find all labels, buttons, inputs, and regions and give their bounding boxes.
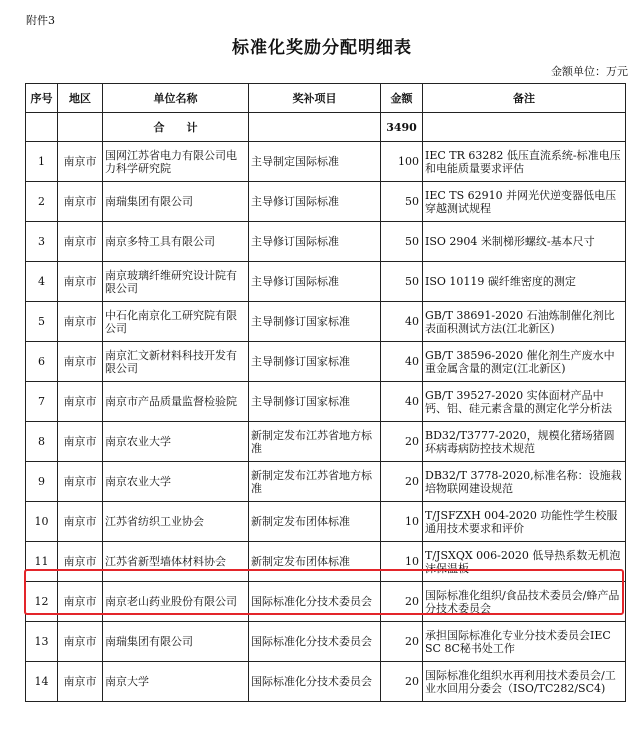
- total-label: 合 计: [103, 113, 249, 142]
- row-no: 7: [26, 382, 58, 422]
- row-region: 南京市: [58, 302, 103, 342]
- total-row: [26, 113, 626, 142]
- row-region: 南京市: [58, 182, 103, 222]
- row-region: 南京市: [58, 502, 103, 542]
- row-unit-name: 中石化南京化工研究院有限公司: [103, 302, 249, 342]
- row-amount: 40: [381, 382, 423, 422]
- header-unit: 单位名称: [103, 84, 249, 113]
- row-remark: 国际标准化组织/食品技术委员会/蜂产品分技术委员会: [423, 582, 626, 622]
- reward-table: [25, 83, 626, 702]
- row-remark: BD32/T3777-2020，规模化猪场猪圆环病毒病防控技术规范: [423, 422, 626, 462]
- table-row: [26, 222, 626, 262]
- total-remark-cell: [423, 113, 626, 142]
- row-no: 6: [26, 342, 58, 382]
- row-amount: 50: [381, 182, 423, 222]
- row-project: 主导制定国际标准: [249, 142, 381, 182]
- row-amount: 10: [381, 502, 423, 542]
- table-row: [26, 662, 626, 702]
- row-unit-name: 南京农业大学: [103, 462, 249, 502]
- row-project: 主导制修订国家标准: [249, 342, 381, 382]
- row-region: 南京市: [58, 222, 103, 262]
- row-project: 新制定发布江苏省地方标准: [249, 422, 381, 462]
- row-project: 国际标准化分技术委员会: [249, 582, 381, 622]
- header-amount: 金额: [381, 84, 423, 113]
- row-remark: 承担国际标准化专业分技术委员会IEC SC 8C秘书处工作: [423, 622, 626, 662]
- row-region: 南京市: [58, 142, 103, 182]
- row-project: 主导制修订国家标准: [249, 382, 381, 422]
- row-region: 南京市: [58, 462, 103, 502]
- header-remark: 备注: [423, 84, 626, 113]
- row-no: 2: [26, 182, 58, 222]
- row-unit-name: 南京大学: [103, 662, 249, 702]
- row-project: 主导修订国际标准: [249, 262, 381, 302]
- row-unit-name: 南京玻璃纤维研究设计院有限公司: [103, 262, 249, 302]
- row-project: 主导修订国际标准: [249, 182, 381, 222]
- row-no: 5: [26, 302, 58, 342]
- row-no: 14: [26, 662, 58, 702]
- row-region: 南京市: [58, 382, 103, 422]
- row-unit-name: 南京多特工具有限公司: [103, 222, 249, 262]
- row-project: 国际标准化分技术委员会: [249, 622, 381, 662]
- table-row: [26, 462, 626, 502]
- row-region: 南京市: [58, 542, 103, 582]
- row-remark: T/JSFZXH 004-2020 功能性学生校服通用技术要求和评价: [423, 502, 626, 542]
- row-region: 南京市: [58, 262, 103, 302]
- row-amount: 20: [381, 622, 423, 662]
- row-remark: IEC TR 63282 低压直流系统-标准电压和电能质量要求评估: [423, 142, 626, 182]
- header-region: 地区: [58, 84, 103, 113]
- table-row: [26, 142, 626, 182]
- row-amount: 100: [381, 142, 423, 182]
- row-no: 4: [26, 262, 58, 302]
- row-unit-name: 南京农业大学: [103, 422, 249, 462]
- total-amount: 3490: [381, 113, 423, 142]
- row-amount: 40: [381, 302, 423, 342]
- row-region: 南京市: [58, 662, 103, 702]
- row-remark: T/JSXQX 006-2020 低导热系数无机泡沫保温板: [423, 542, 626, 582]
- row-no: 3: [26, 222, 58, 262]
- row-unit-name: 南瑞集团有限公司: [103, 182, 249, 222]
- row-unit-name: 江苏省新型墙体材料协会: [103, 542, 249, 582]
- header-project: 奖补项目: [249, 84, 381, 113]
- row-remark: ISO 10119 碳纤维密度的测定: [423, 262, 626, 302]
- row-unit-name: 江苏省纺织工业协会: [103, 502, 249, 542]
- table-row: [26, 542, 626, 582]
- total-project-cell: [249, 113, 381, 142]
- row-region: 南京市: [58, 622, 103, 662]
- table-row: [26, 622, 626, 662]
- table-row: [26, 422, 626, 462]
- attachment-label: 附件3: [26, 14, 55, 27]
- row-no: 8: [26, 422, 58, 462]
- table-row: [26, 502, 626, 542]
- amount-unit-label: 金额单位：万元: [551, 65, 628, 78]
- table-row: [26, 582, 626, 622]
- row-remark: IEC TS 62910 并网光伏逆变器低电压穿越测试规程: [423, 182, 626, 222]
- total-no-cell: [26, 113, 58, 142]
- row-no: 11: [26, 542, 58, 582]
- row-project: 新制定发布江苏省地方标准: [249, 462, 381, 502]
- row-region: 南京市: [58, 582, 103, 622]
- total-region-cell: [58, 113, 103, 142]
- row-amount: 50: [381, 262, 423, 302]
- table-row: [26, 262, 626, 302]
- row-region: 南京市: [58, 422, 103, 462]
- row-no: 9: [26, 462, 58, 502]
- row-amount: 20: [381, 462, 423, 502]
- row-amount: 50: [381, 222, 423, 262]
- row-project: 新制定发布团体标准: [249, 542, 381, 582]
- row-amount: 20: [381, 582, 423, 622]
- row-no: 1: [26, 142, 58, 182]
- row-amount: 40: [381, 342, 423, 382]
- row-unit-name: 南京汇文新材料科技开发有限公司: [103, 342, 249, 382]
- row-project: 国际标准化分技术委员会: [249, 662, 381, 702]
- row-remark: GB/T 38691-2020 石油炼制催化剂比表面积测试方法(江北新区): [423, 302, 626, 342]
- table-header-row: [26, 84, 626, 113]
- row-remark: GB/T 39527-2020 实体面材产品中钙、铝、硅元素含量的测定化学分析法: [423, 382, 626, 422]
- row-remark: ISO 2904 米制梯形螺纹-基本尺寸: [423, 222, 626, 262]
- table-row: [26, 182, 626, 222]
- row-no: 13: [26, 622, 58, 662]
- table-row: [26, 302, 626, 342]
- table-row: [26, 382, 626, 422]
- row-region: 南京市: [58, 342, 103, 382]
- table-row: [26, 342, 626, 382]
- row-no: 10: [26, 502, 58, 542]
- row-remark: DB32/T 3778-2020,标准名称：设施栽培物联网建设规范: [423, 462, 626, 502]
- row-unit-name: 南瑞集团有限公司: [103, 622, 249, 662]
- row-remark: 国际标准化组织水再利用技术委员会/工业水回用分委会（ISO/TC282/SC4): [423, 662, 626, 702]
- row-unit-name: 南京老山药业股份有限公司: [103, 582, 249, 622]
- row-unit-name: 国网江苏省电力有限公司电力科学研究院: [103, 142, 249, 182]
- row-amount: 20: [381, 422, 423, 462]
- row-amount: 20: [381, 662, 423, 702]
- row-project: 新制定发布团体标准: [249, 502, 381, 542]
- row-unit-name: 南京市产品质量监督检验院: [103, 382, 249, 422]
- header-no: 序号: [26, 84, 58, 113]
- page-title: 标准化奖励分配明细表: [232, 38, 412, 58]
- row-amount: 10: [381, 542, 423, 582]
- row-no: 12: [26, 582, 58, 622]
- row-remark: GB/T 38596-2020 催化剂生产废水中重金属含量的测定(江北新区): [423, 342, 626, 382]
- row-project: 主导修订国际标准: [249, 222, 381, 262]
- row-project: 主导制修订国家标准: [249, 302, 381, 342]
